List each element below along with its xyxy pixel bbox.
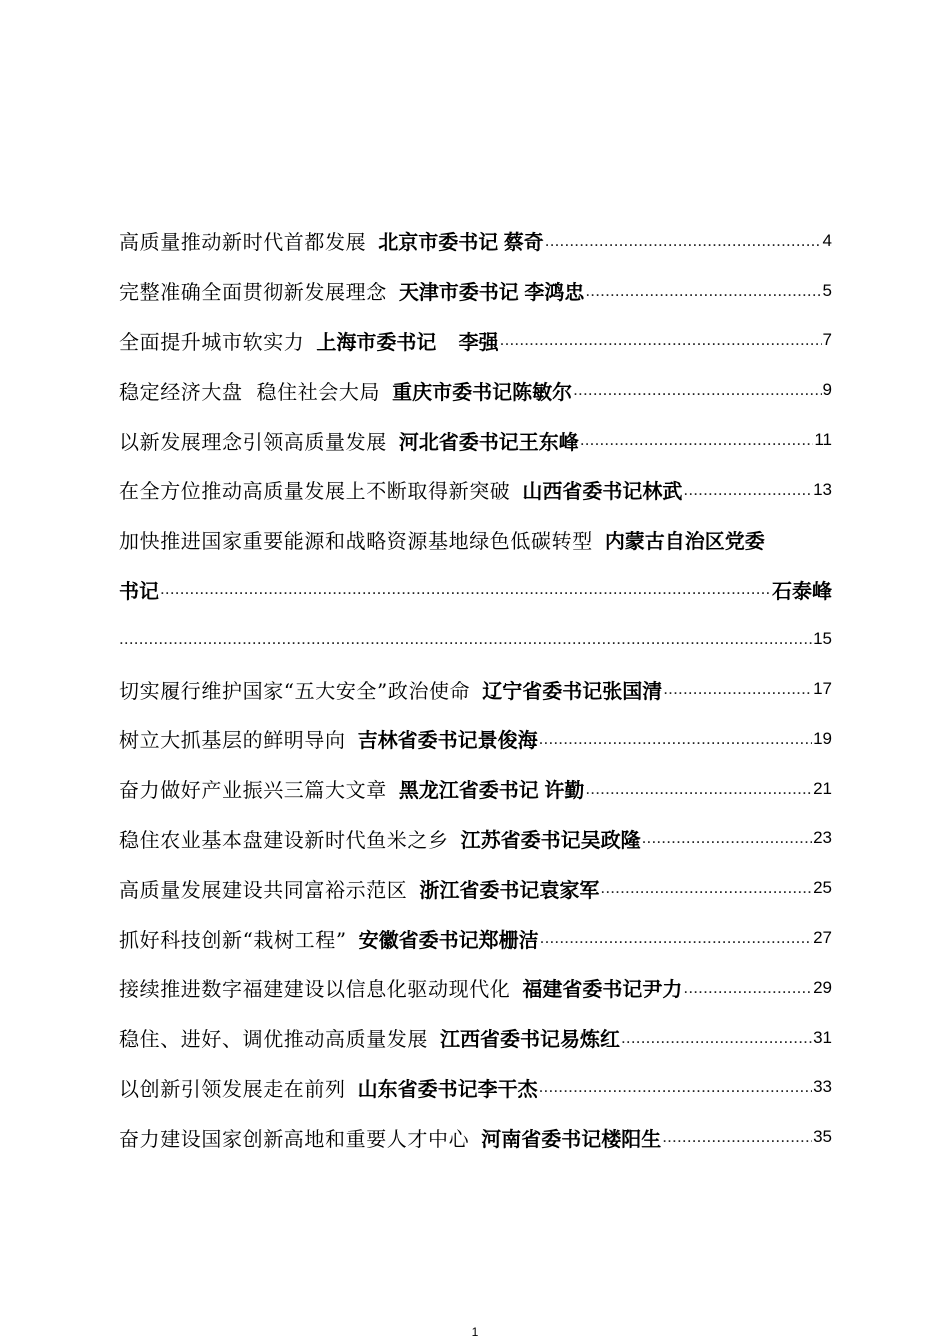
- toc-entry-author: 山东省委书记李干杰: [357, 1078, 538, 1101]
- toc-entry-page: 25: [813, 878, 832, 898]
- toc-entry-author: 江西省委书记易炼红: [440, 1029, 620, 1052]
- toc-entry-page: 7: [822, 330, 832, 350]
- toc-entry-title: 以新发展理念引领高质量发展: [119, 429, 387, 454]
- toc-entry[interactable]: [119, 465, 832, 515]
- dot-leader: [580, 430, 814, 450]
- toc-entry[interactable]: [119, 216, 832, 266]
- toc-entry-title: 抓好科技创新“栽树工程”: [119, 927, 347, 952]
- toc-entry-author: 上海市委书记 李强: [316, 331, 499, 354]
- dot-leader: [585, 779, 812, 799]
- toc-entry-page: 17: [813, 679, 832, 699]
- toc-entry[interactable]: [119, 415, 832, 465]
- toc-entry[interactable]: [119, 515, 832, 565]
- toc-entry-page: 31: [813, 1027, 832, 1047]
- toc-entry-title: 稳住、进好、调优推动高质量发展: [119, 1027, 428, 1052]
- toc-entry-title: 切实履行维护国家“五大安全”政治使命: [119, 678, 471, 703]
- dot-leader: [662, 1127, 812, 1147]
- toc-entry-author: 浙江省委书记袁家军: [419, 879, 600, 902]
- toc-entry[interactable]: [119, 963, 832, 1013]
- toc-entry-author: 河北省委书记王东峰: [398, 431, 579, 454]
- toc-entry[interactable]: [119, 1063, 832, 1113]
- toc-entry[interactable]: [119, 814, 832, 864]
- toc-entry-author: 黑龙江省委书记 许勤: [398, 780, 585, 803]
- toc-entry-author: 辽宁省委书记张国清: [482, 680, 663, 703]
- toc-entry-title: 高质量发展建设共同富裕示范区: [119, 877, 408, 902]
- toc-entry-page: 19: [813, 728, 832, 748]
- toc-entry-page: 15: [813, 629, 832, 649]
- toc-entry-page: 35: [813, 1127, 832, 1147]
- dot-leader: [600, 878, 812, 898]
- toc-entry-author: 福建省委书记尹力: [522, 979, 683, 1002]
- toc-entry-page: 5: [822, 280, 832, 300]
- toc-entry-author: 山西省委书记林武: [522, 481, 683, 504]
- toc-entry-author-continued: 书记: [119, 580, 159, 603]
- dot-leader: [621, 1028, 812, 1048]
- toc-entry-author: 江苏省委书记吴政隆: [460, 829, 641, 852]
- toc-entry-page: 21: [813, 778, 832, 798]
- toc-entry-page: 29: [813, 977, 832, 997]
- toc-entry-page: 33: [813, 1077, 832, 1097]
- dot-leader: [539, 1077, 812, 1097]
- toc-entry-author: 安徽省委书记郑栅洁: [358, 929, 539, 952]
- toc-entry-continuation[interactable]: [119, 614, 832, 664]
- dot-leader: [585, 281, 821, 301]
- toc-entry-title: 在全方位推动高质量发展上不断取得新突破: [119, 479, 511, 504]
- toc-entry[interactable]: [119, 1013, 832, 1063]
- toc-entry-title: 树立大抓基层的鲜明导向: [119, 728, 346, 753]
- toc-entry[interactable]: [119, 316, 832, 366]
- toc-entry[interactable]: [119, 266, 832, 316]
- dot-leader: [683, 978, 812, 998]
- toc-entry-page: 13: [813, 479, 832, 499]
- toc-entry-title: 接续推进数字福建建设以信息化驱动现代化: [119, 977, 511, 1002]
- toc-entry-title: 加快推进国家重要能源和战略资源基地绿色低碳转型: [119, 529, 593, 554]
- toc-entry[interactable]: [119, 913, 832, 963]
- dot-leader: [539, 729, 812, 749]
- toc-entry-title: 稳住农业基本盘建设新时代鱼米之乡: [119, 827, 449, 852]
- toc-entry-author: 吉林省委书记景俊海: [357, 730, 538, 753]
- toc-entry-title: 以创新引领发展走在前列: [119, 1076, 346, 1101]
- toc-entry-title: 稳定经济大盘 稳住社会大局: [119, 379, 381, 404]
- toc-entry-page: 9: [822, 380, 832, 400]
- toc-entry-author: 天津市委书记 李鸿忠: [398, 282, 585, 305]
- toc-entry-page: 11: [814, 430, 832, 450]
- toc-entry-title: 全面提升城市软实力: [119, 329, 305, 354]
- dot-leader: [500, 330, 822, 350]
- dot-leader: [160, 579, 771, 599]
- toc-entry[interactable]: [119, 764, 832, 814]
- toc-entry[interactable]: [119, 365, 832, 415]
- toc-entry-author: 内蒙古自治区党委: [604, 531, 765, 554]
- toc-entry-title: 高质量推动新时代首都发展: [119, 230, 367, 255]
- toc-entry-author: 北京市委书记 蔡奇: [378, 232, 544, 255]
- toc-entry-continuation[interactable]: [119, 565, 832, 615]
- toc-entry-author: 河南省委书记楼阳生: [481, 1128, 662, 1151]
- dot-leader: [540, 928, 812, 948]
- toc-entry-page: 23: [813, 828, 832, 848]
- dot-leader: [683, 480, 812, 500]
- toc-entry-author: 重庆市委书记陈敏尔: [392, 381, 573, 404]
- toc-entry-page: 4: [822, 230, 832, 250]
- toc-entry-author-name: 石泰峰: [772, 580, 832, 603]
- dot-leader: [642, 828, 812, 848]
- toc-entry-title: 奋力建设国家创新高地和重要人才中心: [119, 1126, 470, 1151]
- dot-leader: [663, 679, 812, 699]
- dot-leader: [545, 231, 822, 251]
- dot-leader: [573, 380, 821, 400]
- toc-entry-page: 27: [813, 928, 832, 948]
- toc-entry[interactable]: [119, 664, 832, 714]
- table-of-contents: [119, 216, 832, 1162]
- toc-entry[interactable]: [119, 1112, 832, 1162]
- toc-entry[interactable]: [119, 714, 832, 764]
- page-number: 1: [471, 1325, 479, 1339]
- toc-entry-title: 完整准确全面贯彻新发展理念: [119, 280, 387, 305]
- dot-leader: [119, 629, 812, 649]
- toc-entry[interactable]: [119, 863, 832, 913]
- toc-entry-title: 奋力做好产业振兴三篇大文章: [119, 778, 387, 803]
